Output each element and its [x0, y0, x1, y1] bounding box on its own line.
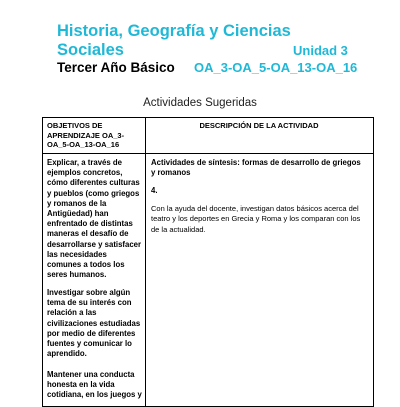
grade-label: Tercer Año Básico [57, 60, 175, 75]
section-title: Actividades Sugeridas [143, 97, 257, 109]
header-row-divider [43, 153, 373, 154]
objective-item: Investigar sobre algún tema de su interés con relación a las civilizaciones estudiadas por medio de diferentes fuentes y comunicar lo aprendido. [47, 288, 141, 359]
subject-title-line1: Historia, Geografía y Ciencias [57, 22, 291, 40]
objective-item: Explicar, a través de ejemplos concretos, cómo diferentes culturas y pueblos (como griegos y romanos de la Antigüedad) han enfrentado de distintas maneras el desafío de desarrollarse y satisfacer las necesidades comunes a todos los seres humanos. [47, 158, 142, 280]
column-divider [145, 118, 146, 406]
unit-label: Unidad 3 [293, 43, 348, 58]
activity-number: 4. [151, 186, 158, 195]
description-column-header: DESCRIPCIÓN DE LA ACTIVIDAD [199, 121, 319, 130]
objectives-column-header: OBJETIVOS DE APRENDIZAJE OA_3-OA_5-OA_13-OA_16 [47, 121, 125, 149]
activity-description: Con la ayuda del docente, investigan datos básicos acerca del teatro y los deportes en Grecia y Roma y los comparan con los de la actualidad. [151, 204, 361, 234]
objective-item: Mantener una conducta honesta en la vida cotidiana, en los juegos y [47, 370, 142, 400]
objectives-code: OA_3-OA_5-OA_13-OA_16 [194, 60, 358, 75]
subject-title-line2: Sociales [57, 41, 124, 59]
activity-title: Actividades de síntesis: formas de desarrollo de griegos y romanos [151, 158, 361, 178]
activities-table [42, 117, 374, 407]
